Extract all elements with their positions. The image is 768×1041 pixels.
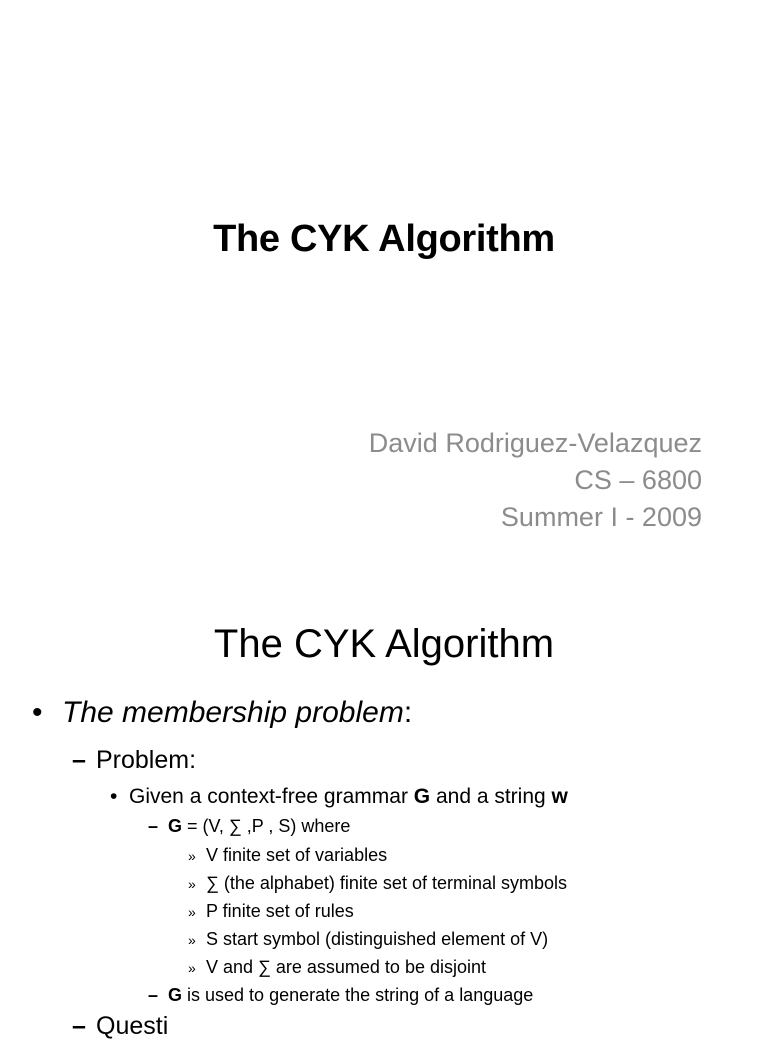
bullet-level-3 [110, 785, 568, 809]
bullet-text: Questi [96, 1012, 169, 1040]
bullet-level-4 [148, 985, 533, 1006]
bullet-text: Given a context-free grammar [129, 785, 414, 808]
bullet-text-suffix: : [403, 696, 413, 729]
slide-title: The CYK Algorithm [213, 218, 555, 260]
definition-item [188, 929, 548, 950]
slide-title: The CYK Algorithm [213, 622, 555, 666]
dash-marker: – [72, 1012, 86, 1040]
definition-text: ∑ (the alphabet) finite set of terminal symbols [206, 873, 567, 893]
dash-marker: – [148, 985, 159, 1005]
string-symbol: w [551, 785, 568, 808]
bullet-text: Problem: [96, 746, 197, 774]
bullet-level-2-cutoff [72, 1012, 168, 1041]
bullet-text: is used to generate the string of a language [182, 985, 534, 1005]
grammar-symbol: G [168, 985, 183, 1005]
term-label: Summer I - 2009 [500, 502, 702, 532]
bullet-text-italic: The membership problem [62, 696, 404, 729]
definition-text: V and ∑ are assumed to be disjoint [206, 957, 486, 977]
chevron-marker: » [188, 876, 196, 892]
chevron-marker: » [188, 960, 196, 976]
content-slide [0, 580, 768, 1040]
grammar-symbol: G [168, 816, 183, 836]
chevron-marker: » [188, 904, 196, 920]
grammar-symbol: G [413, 785, 431, 808]
bullet-text: and a string [430, 785, 552, 808]
bullet-level-1 [32, 696, 412, 730]
author-name: David Rodriguez-Velazquez [368, 428, 702, 458]
definition-text: S start symbol (distinguished element of V) [206, 929, 549, 949]
chevron-marker: » [188, 848, 196, 864]
slide-subtitle [369, 425, 702, 536]
definition-text: P finite set of rules [206, 901, 354, 921]
dash-marker: – [72, 746, 86, 774]
definition-item [188, 873, 567, 894]
bullet-marker: • [32, 696, 43, 729]
definition-item [188, 957, 486, 978]
bullet-marker: • [110, 785, 118, 808]
dash-marker: – [148, 816, 159, 836]
bullet-level-4 [148, 816, 350, 837]
definition-item [188, 845, 387, 866]
bullet-text: = (V, ∑ ,P , S) where [182, 816, 351, 836]
course-code: CS – 6800 [574, 465, 702, 495]
bullet-level-2 [72, 746, 196, 775]
definition-text: V finite set of variables [206, 845, 388, 865]
definition-item [188, 901, 354, 922]
chevron-marker: » [188, 932, 196, 948]
